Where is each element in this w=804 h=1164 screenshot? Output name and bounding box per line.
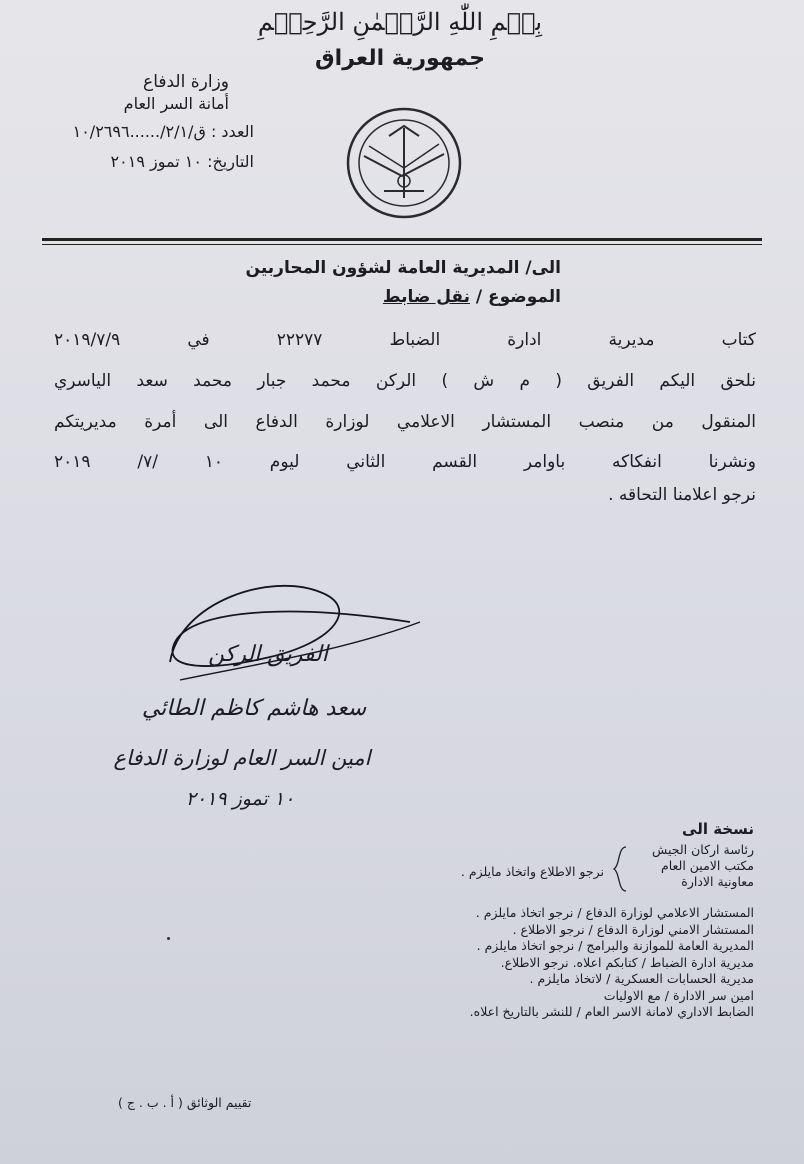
addressee-line: الى/ المديرية العامة لشؤون المحاربين [245, 258, 561, 278]
subject-label: الموضوع / [475, 287, 561, 307]
paper-speck [167, 937, 170, 940]
body-line-2: نلحق اليكم الفريق ( م ش ) الركن محمد جبار محمد سعد الياسري [54, 371, 756, 391]
copies-heading: نسخة الى [682, 820, 754, 838]
ministry-name: وزارة الدفاع [143, 72, 229, 92]
signatory-name: سعد هاشم كاظم الطائي [141, 696, 367, 721]
copies-list-item: الضابط الاداري لامانة الاسر العام / للنشر بالتاريخ اعلاه. [469, 1004, 754, 1019]
copies-list-item: مديرية الحسابات العسكرية / لاتخاذ مايلزم . [529, 971, 754, 986]
signatory-rank: الفريق الركن [208, 642, 328, 667]
document-date [14, 152, 254, 171]
header-divider-thin [42, 244, 762, 245]
copies-list-item: المستشار الامني لوزارة الدفاع / نرجو الاطلاع . [512, 921, 754, 937]
reference-number [14, 122, 254, 141]
copies-list-item: المديرية العامة للموازنة والبرامج / نرجو اتخاذ مايلزم . [476, 938, 754, 953]
department-name: أمانة السر العام [123, 94, 229, 113]
copies-group-item: مكتب الامين العام [660, 858, 754, 873]
copies-list [384, 905, 754, 1021]
body-line-3: المنقول من منصب المستشار الاعلامي لوزارة الدفاع الى أمرة مديريتكم [54, 412, 756, 432]
date-value: ١٠ تموز ٢٠١٩ [110, 152, 202, 171]
subject-value: نقل ضابط [382, 287, 470, 307]
copies-list-item: مديرية ادارة الضباط / كتابكم اعلاه. نرجو الاطلاع. [500, 954, 754, 970]
date-label: التاريخ: [207, 152, 254, 171]
signatory-title: امين السر العام لوزارة الدفاع [113, 746, 371, 770]
copies-group-item: معاونية الادارة [681, 874, 754, 889]
copies-group-note: نرجو الاطلاع واتخاذ مايلزم . [460, 864, 604, 879]
bismillah-heading: بِسۡمِ اللّٰهِ الرَّحۡمٰنِ الرَّحِيۡمِ [257, 8, 543, 36]
reference-label: العدد : [210, 122, 254, 141]
body-line-4: ونشرنا انفكاكه باوامر القسم الثاني ليوم ١٠ /٧/ ٢٠١٩ [54, 452, 757, 472]
document-rating: تقييم الوثائق ( أ . ب . ج ) [118, 1095, 252, 1110]
header-divider-thick [42, 238, 762, 241]
copies-group-item: رئاسة اركان الجيش [652, 842, 754, 857]
signature-date: ١٠ تموز ٢٠١٩ [185, 788, 295, 810]
ministry-emblem-icon [344, 106, 464, 221]
copies-list-item: امين سر الادارة / مع الاوليات [603, 987, 754, 1003]
reference-value: ق/٢/١/......١٠/٢٦٩٦ [72, 122, 206, 141]
republic-heading: جمهورية العراق [315, 46, 485, 71]
body-line-1: كتاب مديرية ادارة الضباط ٢٢٢٧٧ في ٢٠١٩/٧/٩ [54, 330, 756, 350]
brace-icon [610, 845, 632, 893]
copies-list-item: المستشار الاعلامي لوزارة الدفاع / نرجو اتخاذ مايلزم . [475, 905, 754, 920]
body-line-5: نرجو اعلامنا التحاقه . [608, 485, 756, 505]
subject-line [383, 287, 561, 307]
